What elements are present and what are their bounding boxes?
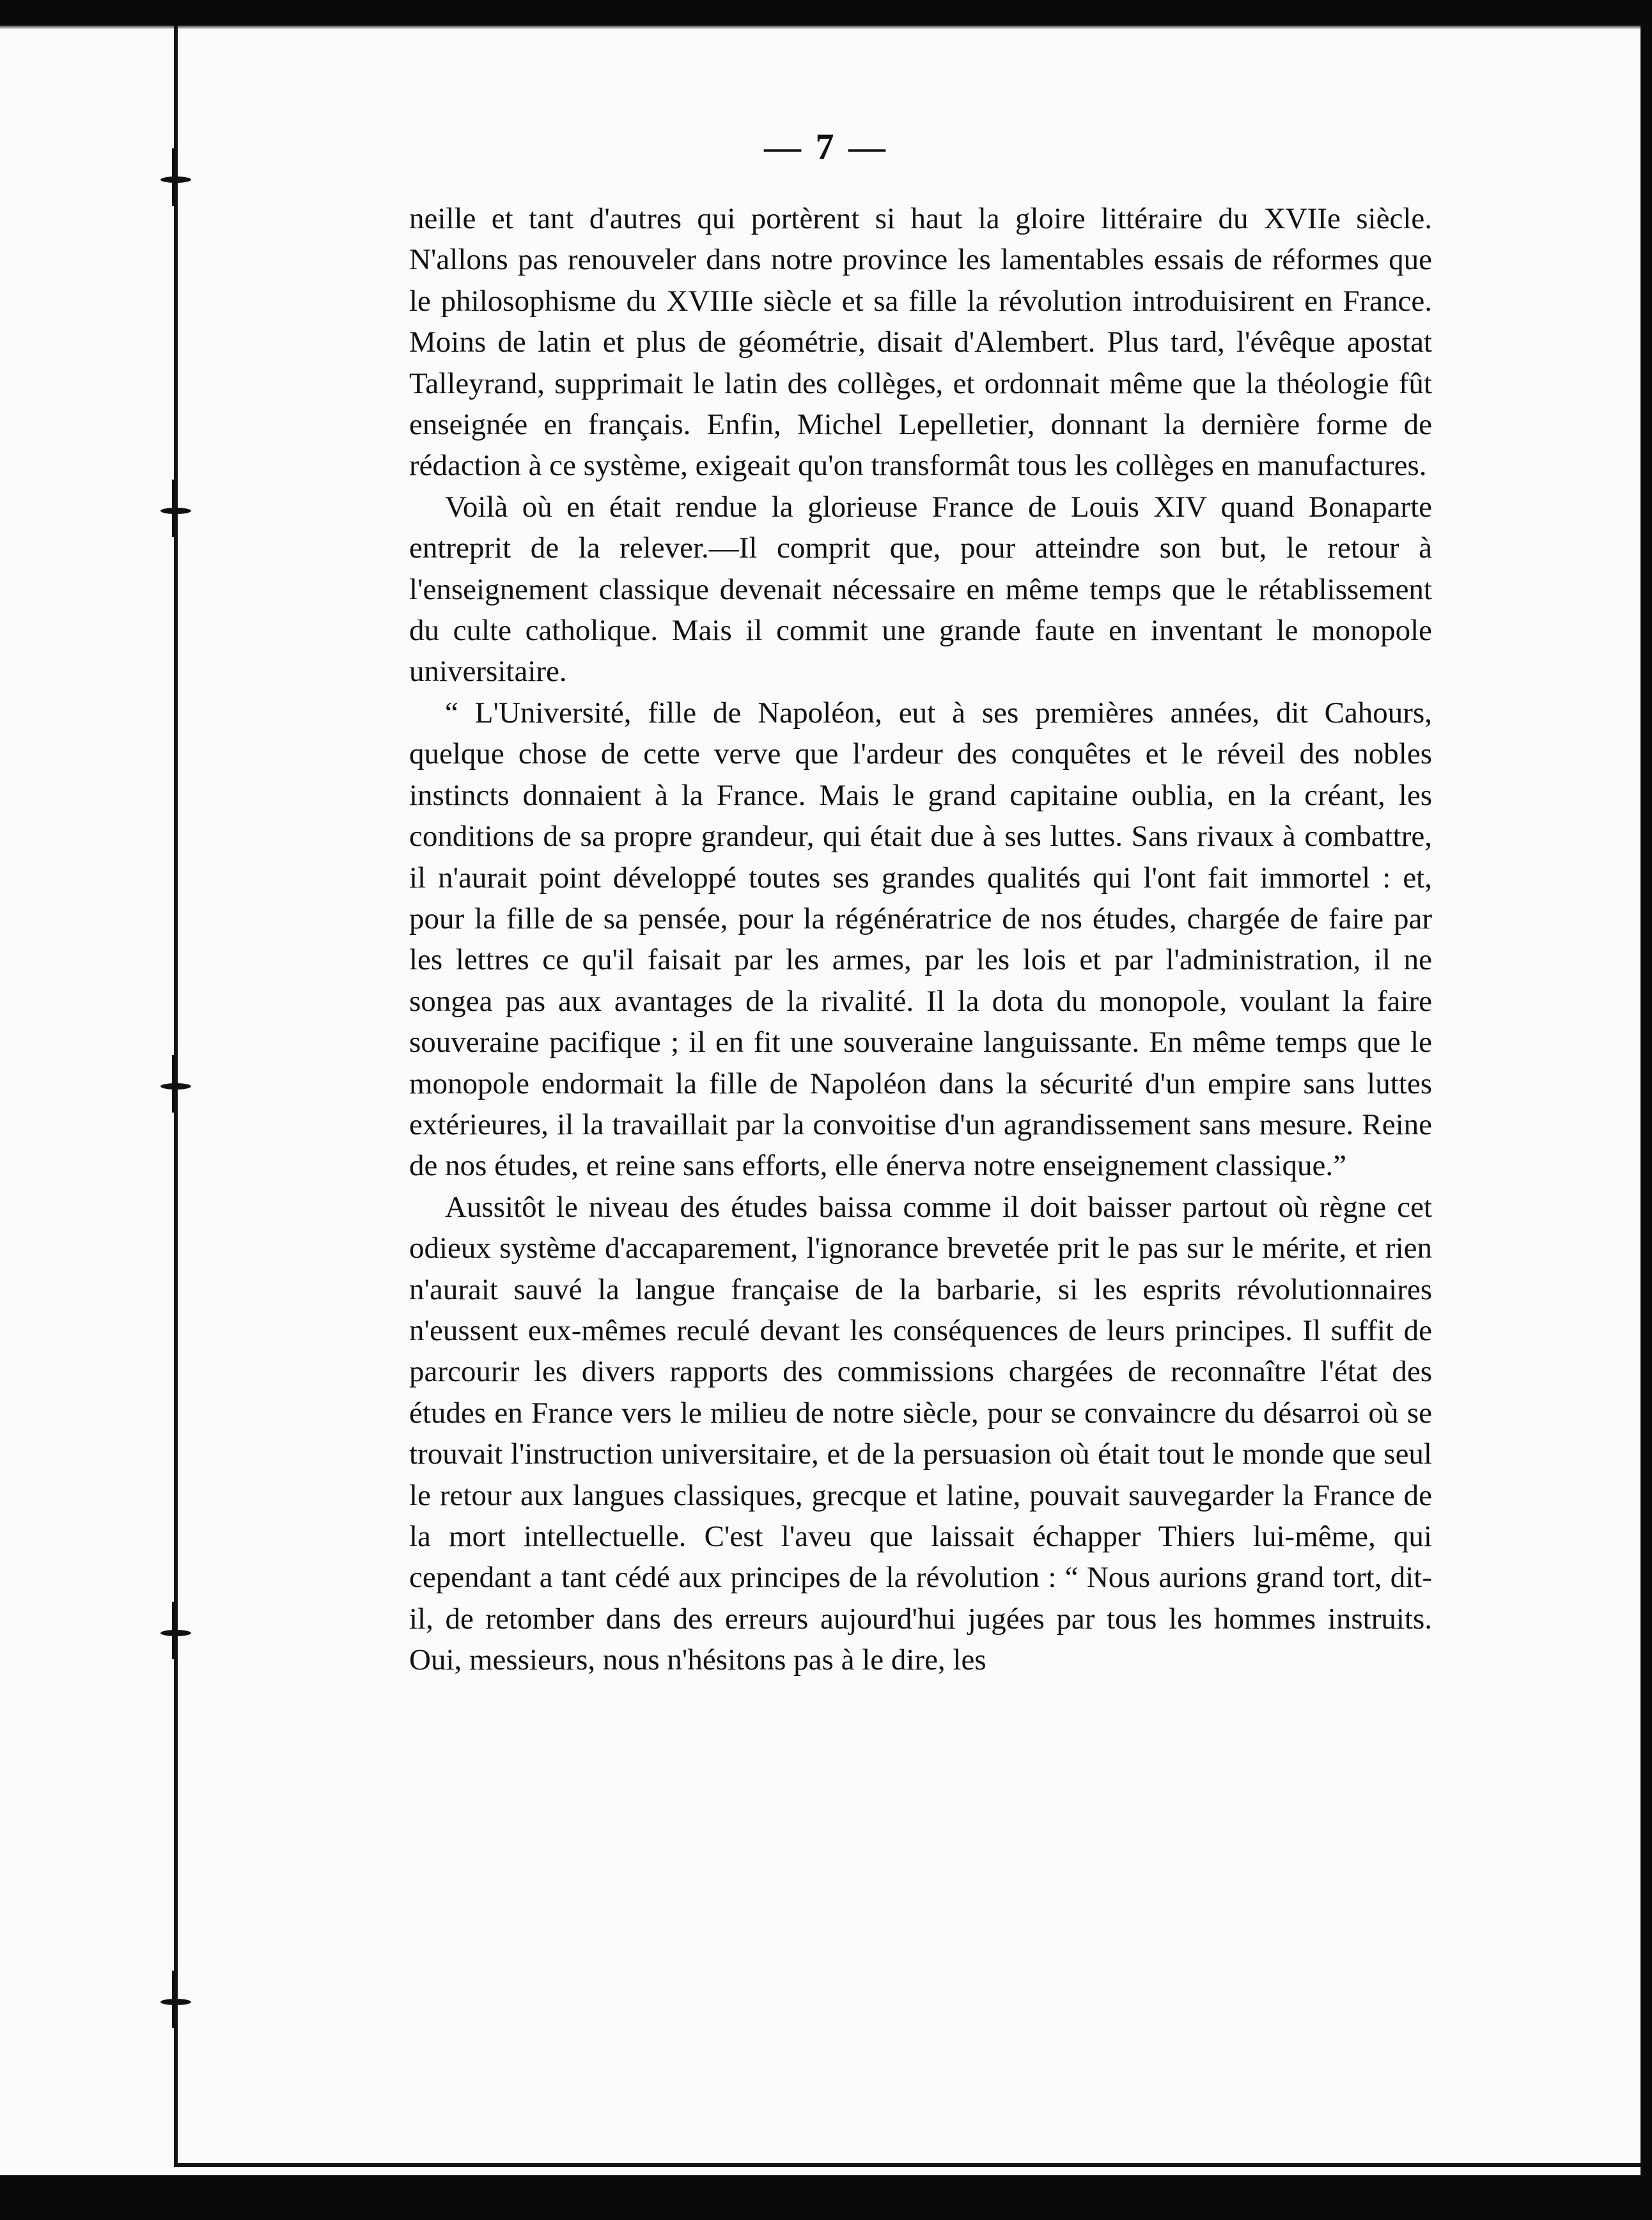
quoted-paragraph: “ L'Université, fille de Napoléon, eut à ses premières années, dit Cahours, quelque chose de cette verve que l'ardeur des conquêtes et le réveil des nobles instincts donnaient à la France. Mais le grand capitaine oublia, en la créant, les conditions de sa propre grandeur, qui était due à ses luttes. Sans rivaux à combattre, il n'aurait point développé toutes ses grandes qualités qui l'ont fait immortel : et, pour la fille de sa pensée, pour la régénératrice de nos études, chargée de faire par les lettres ce qu'il faisait par les armes, par les lois et par l'administration, il ne songea pas aux avantages de la rivalité. Il la dota du monopole, voulant la faire souveraine pacifique ; il en fit une souveraine languissante. En même temps que le monopole endormait la fille de Napoléon dans la sécurité d'un empire sans luttes extérieures, il la travaillait par la convoitise d'un agrandissement sans mesure. Reine de nos études, et reine sans efforts, elle énerva notre enseignement classique.”: [409, 696, 1432, 1183]
binding-mark: [157, 1081, 195, 1092]
body-text: [409, 198, 1432, 1681]
binding-mark: [157, 1627, 195, 1639]
paragraph: neille et tant d'autres qui portèrent si haut la gloire littéraire du XVIIe siècle. N'allons pas renouveler dans notre province les lamentables essais de réformes que le philosophisme du XVIIIe siècle et sa fille la révolution introduisirent en France. Moins de latin et plus de géométrie, disait d'Alembert. Plus tard, l'évêque apostat Talleyrand, supprimait le latin des collèges, et ordonnait même que la théologie fût enseignée en français. Enfin, Michel Lepelletier, donnant la dernière forme de rédaction à ce système, exigeait qu'on transformât tous les collèges en manufactures.: [409, 202, 1432, 483]
page-bottom-edge: [174, 2163, 1640, 2167]
scan-bottom-border: [0, 2175, 1652, 2220]
binding-mark: [157, 1996, 195, 2008]
scan-top-border: [0, 0, 1652, 26]
paragraph: Aussitôt le niveau des études baissa comme il doit baisser partout où règne cet odieux système d'accaparement, l'ignorance brevetée prit le pas sur le mérite, et rien n'aurait sauvé la langue française de la barbarie, si les esprits révolutionnaires n'eussent eux-mêmes reculé devant les conséquences de leurs principes. Il suffit de parcourir les divers rapports des commissions chargées de reconnaître l'état des études en France vers le milieu de notre siècle, pour se convaincre du désarroi où se trouvait l'instruction universitaire, et de la persuasion où était tout le monde que seul le retour aux langues classiques, grecque et latine, pouvait sauvegarder la France de la mort intellectuelle. C'est l'aveu que laissait échapper Thiers lui-même, qui cependant a tant cédé aux principes de la révolution : “ Nous aurions grand tort, dit-il, de retomber dans des erreurs aujourd'hui jugées par tous les hommes instruits. Oui, messieurs, nous n'hésitons pas à le dire, les: [409, 1190, 1432, 1677]
page-number: — 7 —: [764, 126, 888, 168]
binding-mark: [157, 505, 195, 517]
binding-mark: [157, 174, 195, 185]
scan-right-border: [1640, 0, 1652, 2220]
paragraph: Voilà où en était rendue la glorieuse France de Louis XIV quand Bonaparte entreprit de la relever.—Il comprit que, pour atteindre son but, le retour à l'enseignement classique devenait nécessaire en même temps que le rétablissement du culte catholique. Mais il commit une grande faute en inventant le monopole universitaire.: [409, 490, 1432, 689]
